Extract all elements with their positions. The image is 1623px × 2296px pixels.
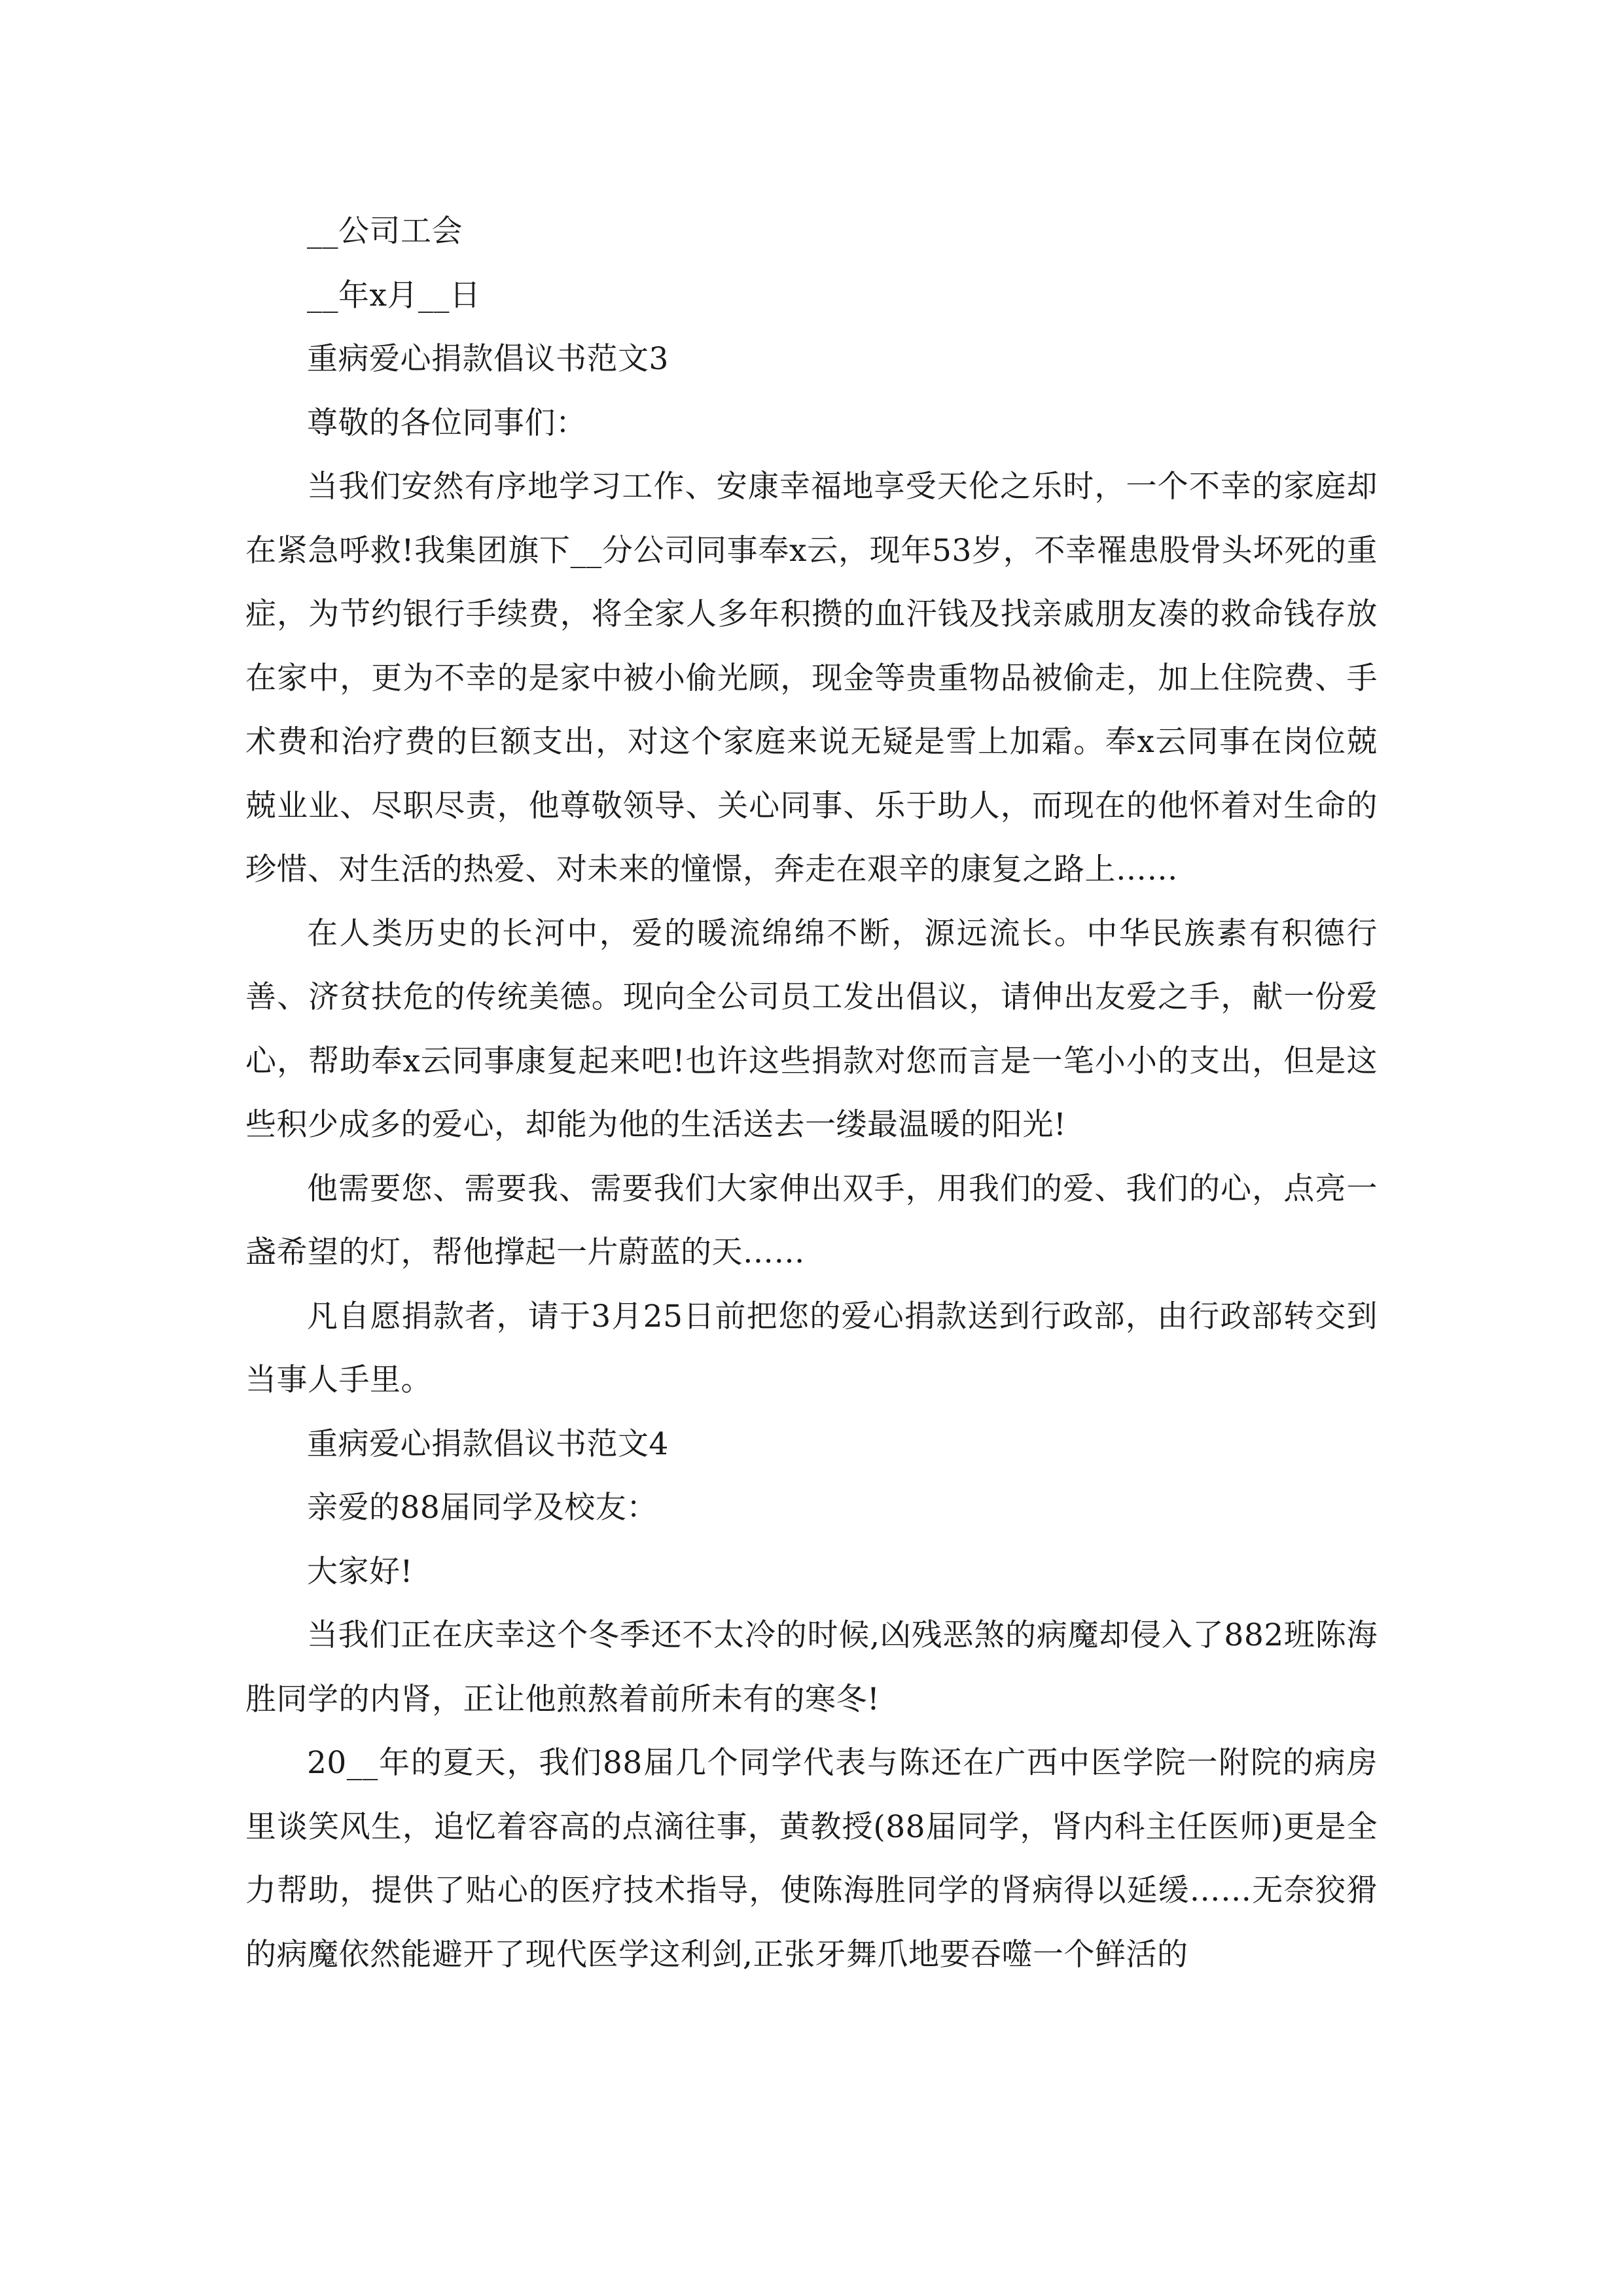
document-body bbox=[245, 200, 1378, 1986]
salutation-3: 尊敬的各位同事们： bbox=[307, 404, 587, 441]
body-paragraph-3: 他需要您、需要我、需要我们大家伸出双手，用我们的爱、我们的心，点亮一盏希望的灯，帮他撑起一片蔚蓝的天…… bbox=[245, 1170, 1378, 1270]
salutation-4: 亲爱的88届同学及校友： bbox=[307, 1490, 658, 1526]
section-title-3: 重病爱心捐款倡议书范文3 bbox=[307, 341, 669, 377]
greeting: 大家好! bbox=[307, 1553, 413, 1590]
body-paragraph-2: 在人类历史的长河中，爱的暖流绵绵不断，源远流长。中华民族素有积德行善、济贫扶危的传统美德。现向全公司员工发出倡议，请伸出友爱之手，献一份爱心，帮助奉x云同事康复起来吧!也许这些捐款对您而言是一笔小小的支出，但是这些积少成多的爱心，却能为他的生活送去一缕最温暖的阳光! bbox=[245, 915, 1378, 1143]
body-paragraph-4: 凡自愿捐款者，请于3月25日前把您的爱心捐款送到行政部，由行政部转交到当事人手里。 bbox=[245, 1298, 1378, 1398]
section-title-4: 重病爱心捐款倡议书范文4 bbox=[307, 1426, 669, 1462]
body-paragraph-6: 20__年的夏天，我们88届几个同学代表与陈还在广西中医学院一附院的病房里谈笑风生，追忆着容高的点滴往事，黄教授(88届同学，肾内科主任医师)更是全力帮助，提供了贴心的医疗技术指导，使陈海胜同学的肾病得以延缓……无奈狡猾的病魔依然能避开了现代医学这利剑,正张牙舞爪地要吞噬一个鲜活的 bbox=[245, 1745, 1378, 1973]
body-paragraph-1: 当我们安然有序地学习工作、安康幸福地享受天伦之乐时，一个不幸的家庭却在紧急呼救!我集团旗下__分公司同事奉x云，现年53岁，不幸罹患股骨头坏死的重症，为节约银行手续费，将全家人多年积攒的血汗钱及找亲戚朋友凑的救命钱存放在家中，更为不幸的是家中被小偷光顾，现金等贵重物品被偷走，加上住院费、手术费和治疗费的巨额支出，对这个家庭来说无疑是雪上加霜。奉x云同事在岗位兢兢业业、尽职尽责，他尊敬领导、关心同事、乐于助人，而现在的他怀着对生命的珍惜、对生活的热爱、对未来的憧憬，奔走在艰辛的康复之路上…… bbox=[245, 469, 1378, 888]
body-paragraph-5: 当我们正在庆幸这个冬季还不太冷的时候,凶残恶煞的病魔却侵入了882班陈海胜同学的内肾，正让他煎熬着前所未有的寒冬! bbox=[245, 1617, 1378, 1717]
signature-date: __年x月__日 bbox=[307, 277, 481, 314]
union-signature: __公司工会 bbox=[307, 213, 463, 249]
